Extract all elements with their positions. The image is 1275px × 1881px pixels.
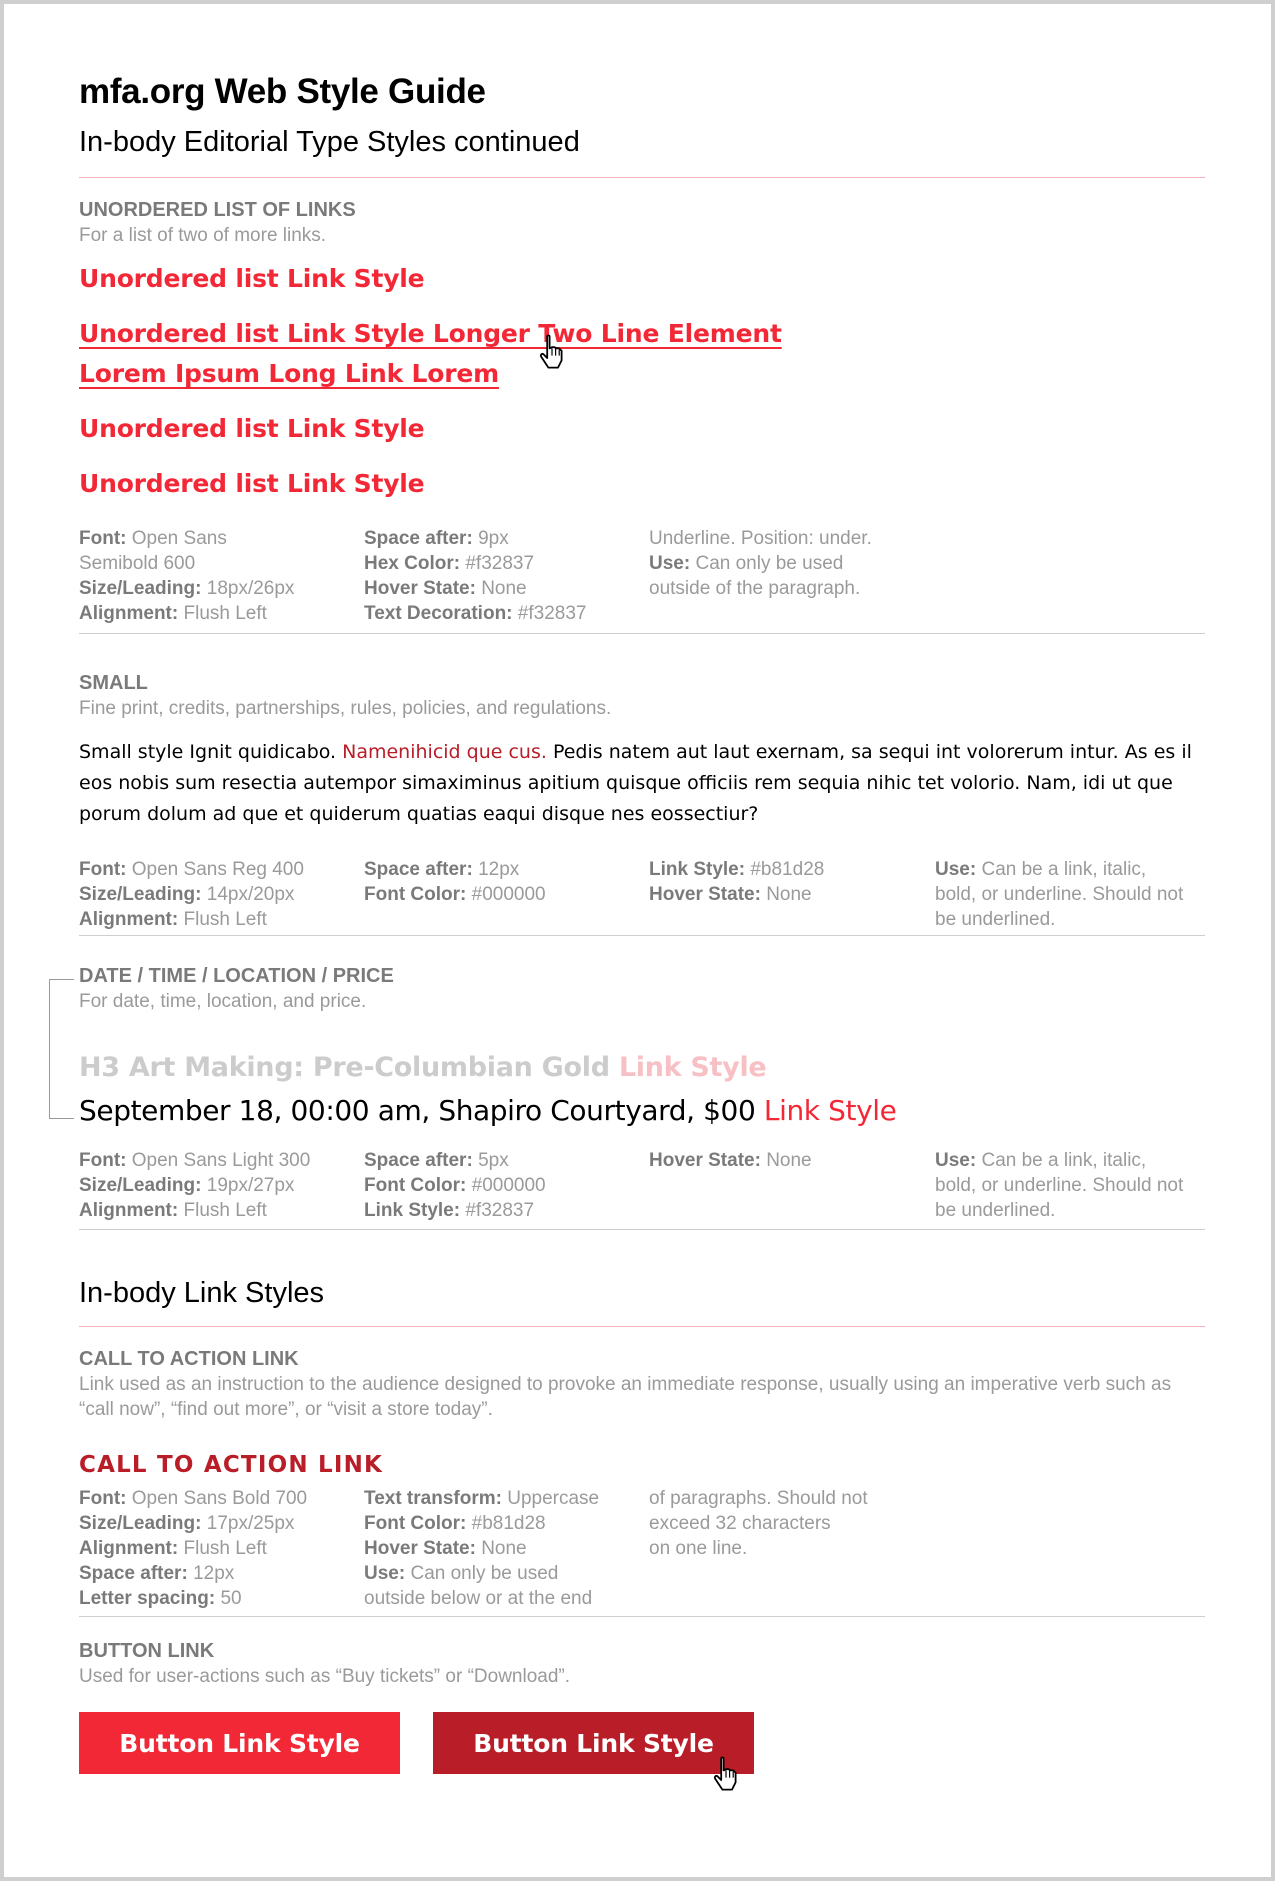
small-spec-col4: Use: Can be a link, italic, bold, or underline. Should not be underlined. bbox=[935, 859, 1184, 930]
call-to-action-link[interactable]: CALL TO ACTION LINK bbox=[79, 1452, 384, 1478]
cta-heading: CALL TO ACTION LINK bbox=[79, 1348, 299, 1370]
hand-pointer-cursor-icon bbox=[711, 1756, 741, 1792]
section-divider bbox=[79, 177, 1205, 178]
cta-spec-col2: Text transform: Uppercase Font Color: #b81d28 Hover State: None Use: Can only be used outside below or at the end bbox=[364, 1488, 600, 1609]
annotation-bracket bbox=[49, 979, 74, 1119]
link-styles-title: In-body Link Styles bbox=[79, 1277, 325, 1309]
unordered-list-link[interactable]: Unordered list Link Style bbox=[79, 264, 425, 293]
h3-sample-link[interactable]: Link Style bbox=[618, 1052, 767, 1083]
unordered-list-spec-col1: Font: Open Sans Semibold 600 Size/Leading: 18px/26px Alignment: Flush Left bbox=[79, 528, 295, 624]
section-divider bbox=[79, 1616, 1205, 1617]
small-spec-col2: Space after: 12px Font Color: #000000 bbox=[364, 859, 546, 905]
section-divider bbox=[79, 633, 1205, 634]
button-description: Used for user-actions such as “Buy tickets” or “Download”. bbox=[79, 1666, 571, 1687]
unordered-list-description: For a list of two of more links. bbox=[79, 225, 327, 246]
section-divider bbox=[79, 1229, 1205, 1230]
small-heading: SMALL bbox=[79, 672, 148, 694]
h3-sample-heading: H3 Art Making: Pre-Columbian Gold Link Style bbox=[79, 1052, 767, 1083]
unordered-list-link[interactable]: Unordered list Link Style bbox=[79, 414, 425, 443]
page-title: mfa.org Web Style Guide bbox=[79, 72, 486, 111]
hand-pointer-cursor-icon bbox=[537, 334, 567, 370]
button-heading: BUTTON LINK bbox=[79, 1640, 215, 1662]
page-subtitle: In-body Editorial Type Styles continued bbox=[79, 126, 580, 158]
button-link-normal[interactable]: Button Link Style bbox=[79, 1712, 400, 1774]
section-divider bbox=[79, 1326, 1205, 1327]
button-link-hover[interactable]: Button Link Style bbox=[433, 1712, 754, 1774]
date-spec-col2: Space after: 5px Font Color: #000000 Link Style: #f32837 bbox=[364, 1150, 546, 1221]
small-description: Fine print, credits, partnerships, rules, policies, and regulations. bbox=[79, 698, 612, 719]
date-spec-col4: Use: Can be a link, italic, bold, or underline. Should not be underlined. bbox=[935, 1150, 1184, 1221]
unordered-list-link-hover-line2[interactable]: Lorem Ipsum Long Link Lorem bbox=[79, 359, 499, 388]
date-description: For date, time, location, and price. bbox=[79, 991, 367, 1012]
unordered-list-spec-col3: Underline. Position: under. Use: Can only be used outside of the paragraph. bbox=[649, 528, 872, 599]
small-style-paragraph: Small style Ignit quidicabo. Namenihicid que cus. Pedis natem aut laut exernam, sa sequi int volorerum intur. As es il eos nobis sum resectia autempor simaximinus apitium quisque officiis rem sequia nihic tet volorio. Nam, idi ut que porum dolum ad que et quiderum quatias eaqui disque nes eossectiur? bbox=[79, 741, 1192, 825]
small-style-link[interactable]: Namenihicid que cus. bbox=[342, 741, 547, 763]
cta-spec-col3: of paragraphs. Should not exceed 32 characters on one line. bbox=[649, 1488, 868, 1559]
date-line-link[interactable]: Link Style bbox=[763, 1094, 897, 1127]
unordered-list-link[interactable]: Unordered list Link Style bbox=[79, 469, 425, 498]
small-spec-col3: Link Style: #b81d28 Hover State: None bbox=[649, 859, 825, 905]
date-spec-col1: Font: Open Sans Light 300 Size/Leading: 19px/27px Alignment: Flush Left bbox=[79, 1150, 311, 1221]
small-spec-col1: Font: Open Sans Reg 400 Size/Leading: 14px/20px Alignment: Flush Left bbox=[79, 859, 304, 930]
unordered-list-spec-col2: Space after: 9px Hex Color: #f32837 Hover State: None Text Decoration: #f32837 bbox=[364, 528, 587, 624]
date-spec-col3: Hover State: None bbox=[649, 1150, 812, 1171]
cta-spec-col1: Font: Open Sans Bold 700 Size/Leading: 17px/25px Alignment: Flush Left Space after: 12px Letter spacing: 50 bbox=[79, 1488, 308, 1609]
unordered-list-heading: UNORDERED LIST OF LINKS bbox=[79, 199, 356, 221]
date-time-location-price-line: September 18, 00:00 am, Shapiro Courtyard, $00 Link Style bbox=[79, 1094, 897, 1127]
unordered-list-link-hover-line1[interactable]: Unordered list Link Style Longer Two Line Element bbox=[79, 319, 782, 348]
section-divider bbox=[79, 935, 1205, 936]
cta-description: Link used as an instruction to the audience designed to provoke an immediate response, usually using an imperative verb such as “call now”, “find out more”, or “visit a store today”. bbox=[79, 1374, 1172, 1420]
date-heading: DATE / TIME / LOCATION / PRICE bbox=[79, 965, 394, 987]
